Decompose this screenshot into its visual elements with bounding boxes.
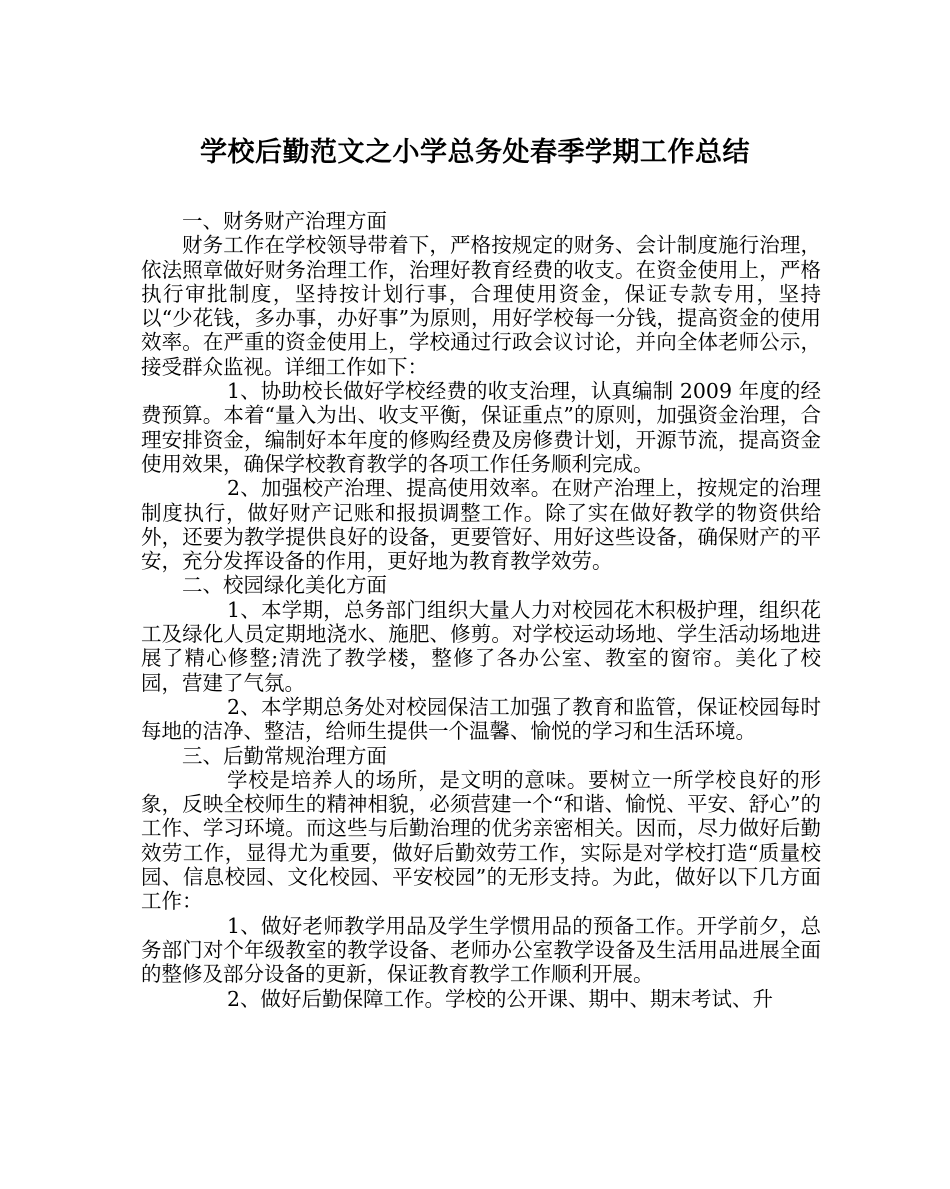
paragraph-logistics-item-2: 2、做好后勤保障工作。学校的公开课、期中、期末考试、升 [227, 986, 774, 1011]
paragraph-finance-intro: 财务工作在学校领导带着下，严格按规定的财务、会计制度施行治理，依法照章做好财务治理工作，治理好教育经费的收支。在资金使用上，严格执行审批制度，坚持按计划行事，合理使用资金，保证专款专用，坚持以“少花钱，多办事，办好事”为原则，用好学校每一分钱，提高资金的使用效率。在严重的资金使用上，学校通过行政会议讨论，并向全体老师公示，接受群众监视。详细工作如下： [141, 233, 821, 379]
paragraph-finance-item-1: 1、协助校长做好学校经费的收支治理，认真编制 2009 年度的经费预算。本着“量入为出、收支平衡，保证重点”的原则，加强资金治理，合理安排资金，编制好本年度的修购经费及房修费计划，开源节流，提高资金使用效果，确保学校教育教学的各项工作任务顺利完成。 [141, 379, 821, 476]
document-title: 学校后勤范文之小学总务处春季学期工作总结 [200, 137, 750, 168]
section-heading-finance: 一、财务财产治理方面 [182, 209, 387, 233]
paragraph-logistics-intro: 学校是培养人的场所，是文明的意味。要树立一所学校良好的形象，反映全校师生的精神相貌，必须营建一个“和谐、愉悦、平安、舒心”的工作、学习环境。而这些与后勤治理的优劣亲密相关。因而，尽力做好后勤效劳工作，显得尤为重要，做好后勤效劳工作，实际是对学校打造“质量校园、信息校园、文化校园、平安校园”的无形支持。为此，做好以下几方面工作： [141, 767, 821, 914]
paragraph-greening-item-2: 2、本学期总务处对校园保洁工加强了教育和监管，保证校园每时每地的洁净、整洁，给师生提供一个温馨、愉悦的学习和生活环境。 [141, 694, 821, 744]
paragraph-greening-item-1: 1、本学期，总务部门组织大量人力对校园花木积极护理，组织花工及绿化人员定期地浇水、施肥、修剪。对学校运动场地、学生活动场地进展了精心修整;清洗了教学楼，整修了各办公室、教室的窗帘。美化了校园，营建了气氛。 [141, 597, 821, 695]
paragraph-logistics-item-1: 1、做好老师教学用品及学生学惯用品的预备工作。开学前夕，总务部门对个年级教室的教学设备、老师办公室教学设备及生活用品进展全面的整修及部分设备的更新，保证教育教学工作顺利开展。 [141, 913, 821, 987]
document-body [141, 209, 821, 1011]
section-heading-logistics: 三、后勤常规治理方面 [182, 743, 387, 768]
section-heading-greening: 二、校园绿化美化方面 [182, 573, 387, 598]
paragraph-finance-item-2: 2、加强校产治理、提高使用效率。在财产治理上，按规定的治理制度执行，做好财产记账和报损调整工作。除了实在做好教学的物资供给外，还要为教学提供良好的设备，更要管好、用好这些设备，确保财产的平安，充分发挥设备的作用，更好地为教育教学效劳。 [141, 476, 821, 574]
